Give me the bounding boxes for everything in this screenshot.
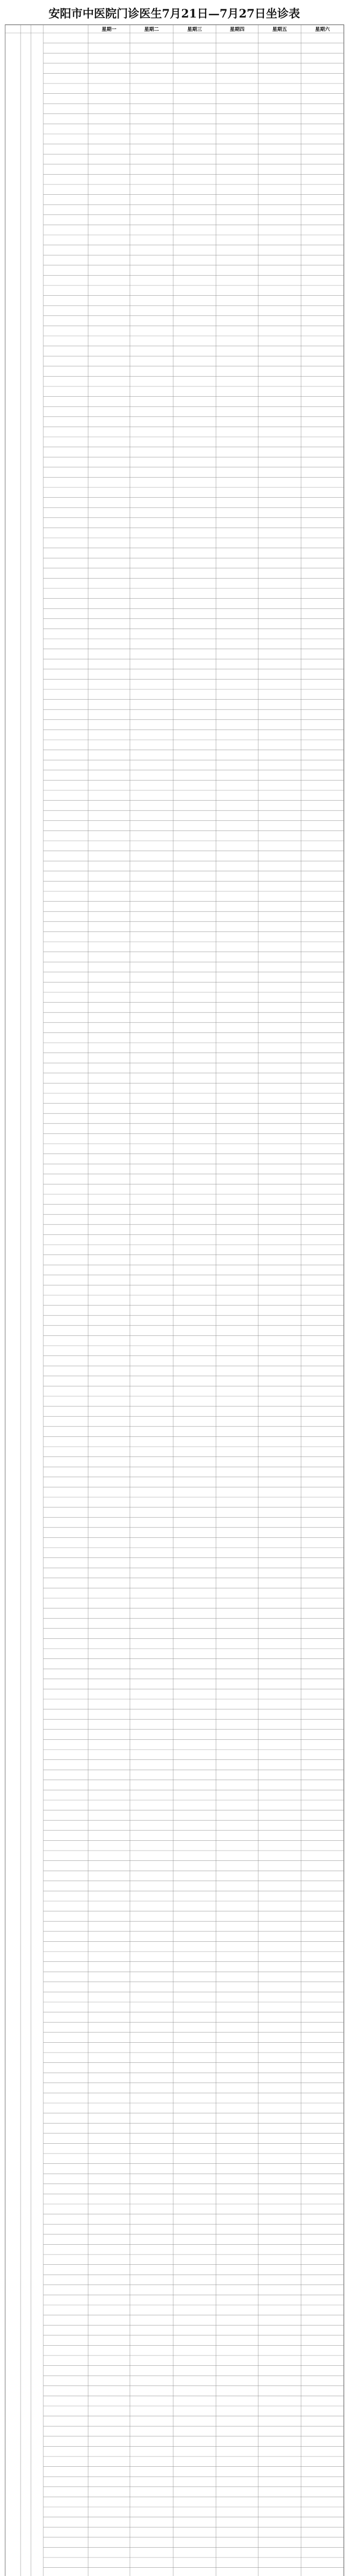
column-header: 星期六 bbox=[315, 27, 330, 32]
column-header: 星期一 bbox=[102, 27, 117, 32]
page-title: 安阳市中医院门诊医生7月21日—7月27日坐诊表 bbox=[48, 7, 300, 21]
table-border bbox=[5, 25, 344, 2576]
column-header: 星期四 bbox=[229, 27, 245, 32]
column-header: 星期二 bbox=[144, 27, 159, 32]
duty-roster-table bbox=[5, 25, 344, 2576]
column-header: 星期五 bbox=[272, 27, 287, 32]
column-header: 星期三 bbox=[187, 27, 202, 32]
